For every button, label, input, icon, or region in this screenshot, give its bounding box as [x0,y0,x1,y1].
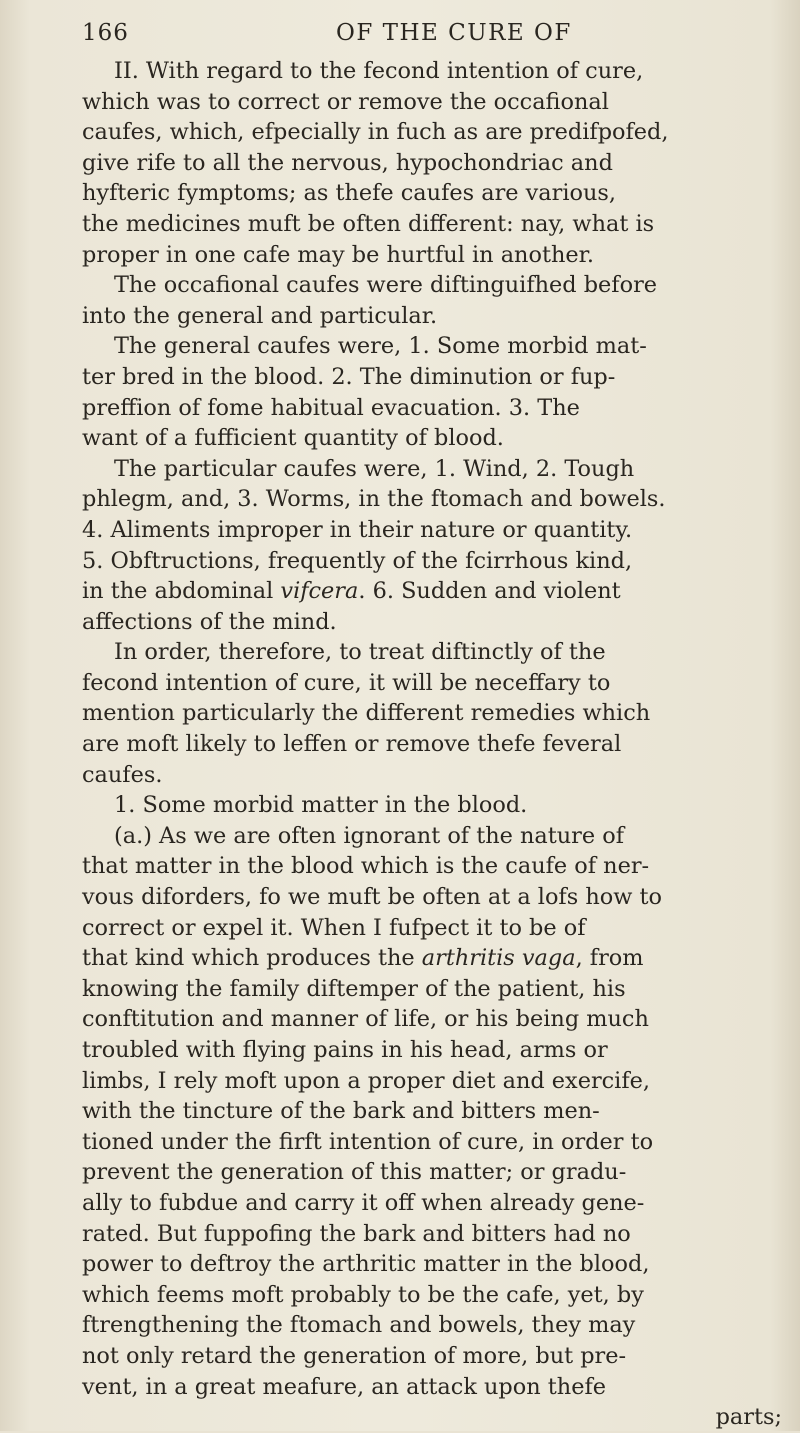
text-line: The general caufes were, 1. Some morbid mat- [114,333,647,360]
text-line: into the general and particular. [82,302,438,329]
text-line: 1. Some morbid matter in the blood. [114,792,528,819]
text-line: ftrengthening the ftomach and bowels, they may [82,1312,636,1339]
text-line: caufes. [82,761,163,788]
text-line: conftitution and manner of life, or his being much [82,1006,649,1033]
body-text [82,56,782,1433]
text-line: 5. Obftructions, frequently of the fcirrhous kind, [82,547,633,574]
text-line: not only retard the generation of more, but pre- [82,1342,627,1369]
text-line: ter bred in the blood. 2. The diminution or fup- [82,363,616,390]
text-line: which feems moft probably to be the cafe, yet, by [82,1281,644,1308]
text-line: In order, therefore, to treat diftinctly of the [114,639,606,666]
text-line: II. With regard to the fecond intention of cure, [114,58,644,84]
page-number: 166 [82,20,129,46]
text-line: parts; [715,1404,782,1431]
text-line: tioned under the firft intention of cure, in order to [82,1128,654,1155]
running-head: OF THE CURE OF [336,20,572,46]
text-line: The particular caufes were, 1. Wind, 2. Tough [114,455,635,482]
text-line: The occafional caufes were diftinguifhed before [114,272,658,299]
text-line: ally to fubdue and carry it off when already gene- [82,1189,645,1216]
page-header [82,16,782,52]
text-line: proper in one cafe may be hurtful in another. [82,241,594,268]
text-line: limbs, I rely moft upon a proper diet and exercife, [82,1067,650,1094]
text-line: caufes, which, efpecially in fuch as are predifpofed, [82,119,669,146]
text-line: that matter in the blood which is the caufe of ner- [82,853,650,880]
text-line: want of a fufficient quantity of blood. [82,425,504,452]
text-line: the medicines muft be often different: nay, what is [82,210,655,237]
text-line: phlegm, and, 3. Worms, in the ftomach and bowels. [82,486,666,513]
text-line: affections of the mind. [82,608,337,635]
text-line: power to deftroy the arthritic matter in the blood, [82,1251,650,1278]
text-line: that kind which produces the arthritis vaga, from [82,945,644,972]
text-line: are moft likely to leffen or remove thefe feveral [82,731,622,758]
text-line: fecond intention of cure, it will be neceffary to [82,669,611,696]
text-line: 4. Aliments improper in their nature or quantity. [82,516,633,543]
text-line: prevent the generation of this matter; or gradu- [82,1159,627,1186]
text-line: (a.) As we are often ignorant of the nature of [114,822,625,849]
text-line: rated. But fuppofing the bark and bitters had no [82,1220,631,1247]
text-line: vent, in a great meafure, an attack upon thefe [82,1373,606,1400]
text-line: knowing the family diftemper of the patient, his [82,975,626,1002]
text-line: hyfteric fymptoms; as thefe caufes are various, [82,180,617,207]
text-line: with the tincture of the bark and bitters men- [82,1098,600,1125]
text-line: preffion of fome habitual evacuation. 3. The [82,394,580,421]
text-line: give rife to all the nervous, hypochondriac and [82,149,613,176]
text-line: which was to correct or remove the occafional [82,88,609,115]
text-line: troubled with flying pains in his head, arms or [82,1037,608,1063]
text-line: correct or expel it. When I fufpect it to be of [82,914,586,941]
italic-term: arthritis vaga [421,945,576,972]
italic-term: vifcera [280,578,359,605]
text-line: mention particularly the different remedies which [82,700,651,727]
text-line: in the abdominal vifcera. 6. Sudden and violent [82,578,621,605]
text-line: vous diforders, fo we muft be often at a lofs how to [82,884,662,911]
